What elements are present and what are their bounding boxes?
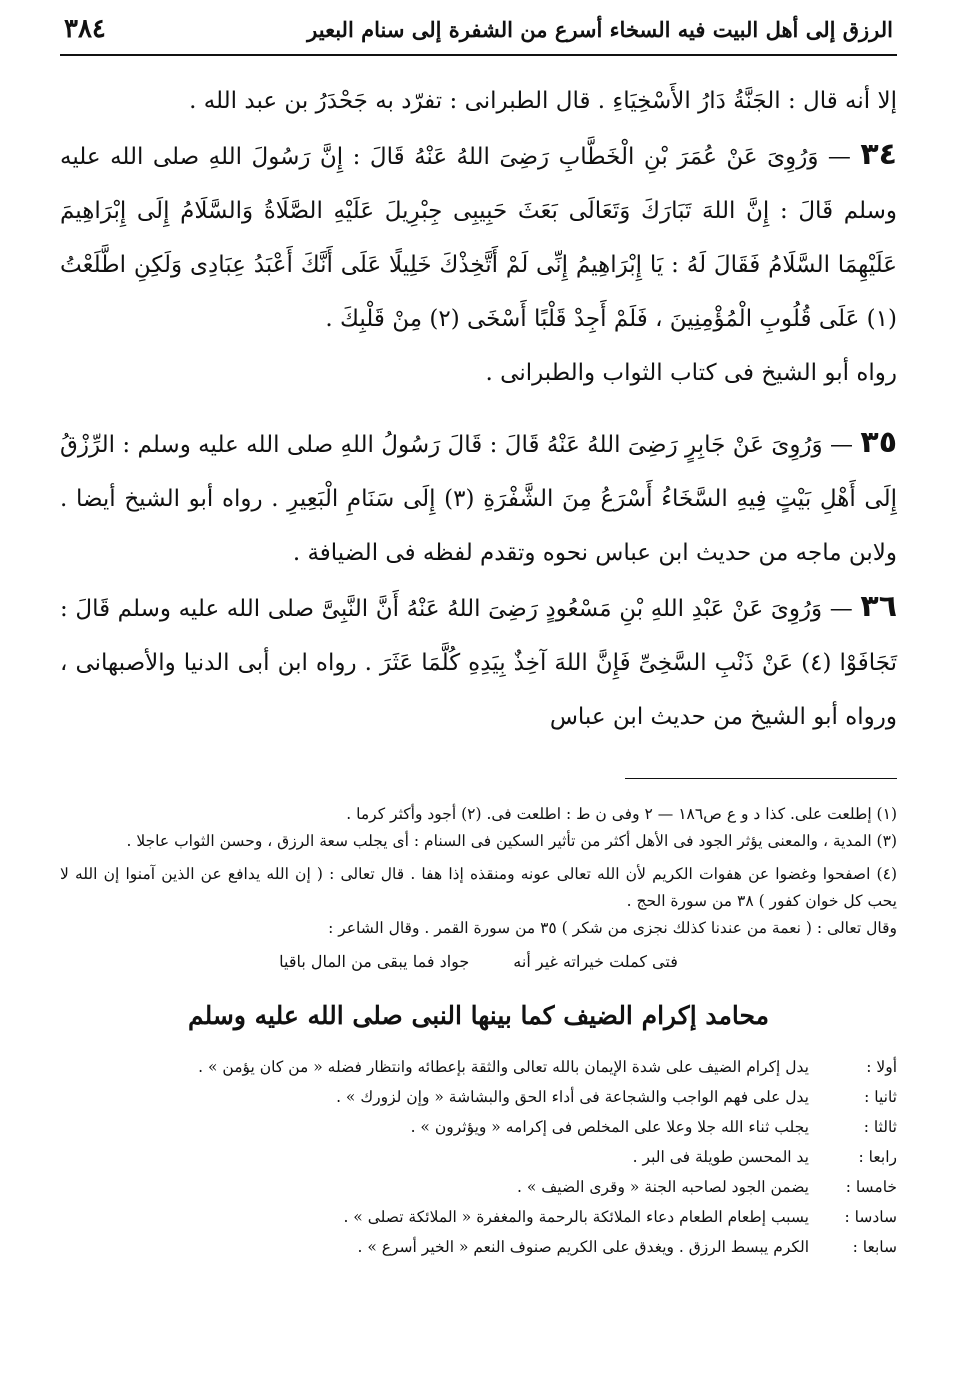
merit-label: أولا : [866, 1058, 897, 1076]
verse-first-hemistich: فتى كملت خيراته غير أنه [513, 952, 678, 971]
list-item [60, 1142, 897, 1172]
merit-text: يجلب ثناء الله جلا وعلا على المخلص فى إكرامه « ويؤثرون » . [410, 1118, 809, 1136]
section-title: محامد إكرام الضيف كما بينها النبى صلى الله عليه وسلم [187, 1001, 770, 1030]
hadith-36 [60, 580, 897, 744]
footnotes [60, 801, 897, 975]
main-text [60, 74, 897, 744]
verse-second-hemistich: جواد فما يبقى من المال باقيا [279, 952, 470, 971]
footnote-4: (٤) اصفحوا وغضوا عن هفوات الكريم لأن الله تعالى عونه ومنقذه إذا هفا . قال تعالى : ( إن الله يدافع عن الذين آمنوا إن الله لا يحب كل خوان كفور ) ٣٨ من سورة الحج . [60, 865, 897, 910]
list-item [60, 1172, 897, 1202]
hadith-35 [60, 416, 897, 580]
intro-line: إلا أنه قال : الجَنَّةُ دَارُ الأَسْخِيَاءِ . قال الطبرانى : تفرّد به جَحْدَرُ بن عبد الله . [189, 88, 897, 114]
hadith-34-source: رواه أبو الشيخ فى كتاب الثواب والطبرانى . [485, 360, 897, 386]
running-header [60, 14, 897, 56]
merit-label: ثانيا : [864, 1088, 897, 1106]
hadith-number: ٣٦ [860, 589, 898, 624]
list-item [60, 1232, 897, 1262]
merit-text: يضمن الجود لصاحبه الجنة « وقرى الضيف » . [516, 1178, 809, 1196]
running-title: الرزق إلى أهل البيت فيه السخاء أسرع من الشفرة إلى سنام البعير [307, 17, 893, 42]
merit-label: سادسا : [844, 1208, 897, 1226]
list-item [60, 1052, 897, 1082]
merits-list [60, 1052, 897, 1262]
hadith-34 [60, 128, 897, 346]
spacer [60, 400, 897, 416]
page-number: ٣٨٤ [64, 14, 106, 44]
footnote-4-continued: وقال تعالى : ( نعمة من عندنا كذلك نجزى من شكر ) ٣٥ من سورة القمر . وقال الشاعر : [328, 919, 897, 937]
footnote-3: (٣) المدية ، والمعنى يؤثر الجود فى الأهل أكثر من تأثير السكين فى السنام : أى يجلب سعة الرزق ، وحسن الثواب عاجلا . [126, 832, 897, 850]
merit-label: رابعا : [858, 1148, 897, 1166]
list-item [60, 1082, 897, 1112]
merit-text: يد المحسن طويلة فى البر . [632, 1148, 809, 1166]
merit-label: سابعا : [852, 1238, 897, 1256]
footnote-separator [625, 778, 897, 779]
hadith-number: ٣٥ [860, 425, 898, 460]
merit-text: الكرم يبسط الرزق . ويغدق على الكريم صنوف النعم « الخير أسرع » . [357, 1238, 809, 1256]
merit-text: يدل إكرام الضيف على شدة الإيمان بالله تعالى والثقة بإعطائه وانتظار فضله « من كان يؤمن » . [198, 1058, 809, 1076]
hadith-text: — وَرُوِىَ عَنْ عُمَرَ بْنِ الْخَطَّابِ رَضِىَ اللهُ عَنْهُ قَالَ : إِنَّ رَسُولَ اللهِ صلى الله عليه وسلم قَالَ : إِنَّ اللهَ تَبَارَكَ وَتَعَالَى بَعَثَ حَبِيبِى جِبْرِيلَ عَلَيْهِ الصَّلَاةُ وَالسَّلَامُ إِلَى إِبْرَاهِيمَ عَلَيْهِمَا السَّلَامُ فَقَالَ لَهُ : يَا إِبْرَاهِيمُ إِنِّى لَمْ أَتَّخِذْكَ خَلِيلًا عَلَى أَنَّكَ أَعْبَدُ عِبَادِى وَلَكِنِ اطَّلَعْتُ (١) عَلَى قُلُوبِ الْمُؤْمِنِينَ ، فَلَمْ أَجِدْ قَلْبًا أَسْخَى (٢) مِنْ قَلْبِكَ . [60, 144, 897, 332]
hadith-number: ٣٤ [860, 137, 897, 172]
merit-text: يدل على فهم الواجب والشجاعة فى أداء الحق والبشاشة « وإن لزورك » . [336, 1088, 809, 1106]
list-item [60, 1202, 897, 1232]
merit-text: يسبب إطعام الطعام دعاء الملائكة بالرحمة والمغفرة « الملائكة تصلى » . [343, 1208, 809, 1226]
hadith-text: — وَرُوِىَ عَنْ عَبْدِ اللهِ بْنِ مَسْعُودٍ رَضِىَ اللهُ عَنْهُ أَنَّ النَّبِىَّ صلى الله عليه وسلم قَالَ : تَجَافَوْا (٤) عَنْ ذَنْبِ السَّخِىِّ فَإِنَّ اللهَ آخِذٌ بِيَدِهِ كُلَّمَا عَثَرَ . رواه ابن أبى الدنيا والأصبهانى ، ورواه أبو الشيخ من حديث ابن عباس [60, 596, 898, 730]
poetry-verse [60, 948, 897, 975]
footnote-1-2: (١) إطلعت على. كذا د و ع ص١٨٦ — ٢ وفى ن ط : اطلعت فى. (٢) أجود وأكثر كرما . [346, 805, 897, 823]
merit-label: ثالثا : [863, 1118, 897, 1136]
merit-label: خامسا : [845, 1178, 897, 1196]
list-item [60, 1112, 897, 1142]
hadith-text: — وَرُوِىَ عَنْ جَابِرٍ رَضِىَ اللهُ عَنْهُ قَالَ : قَالَ رَسُولُ اللهِ صلى الله عليه وسلم : الرِّزْقُ إِلَى أَهْلِ بَيْتٍ فِيهِ السَّخَاءُ أَسْرَعُ مِنَ الشَّفْرَةِ (٣) إِلَى سَنَامِ الْبَعِيرِ . رواه أبو الشيخ أيضا . ولابن ماجه من حديث ابن عباس نحوه وتقدم لفظه فى الضيافة . [60, 432, 897, 566]
